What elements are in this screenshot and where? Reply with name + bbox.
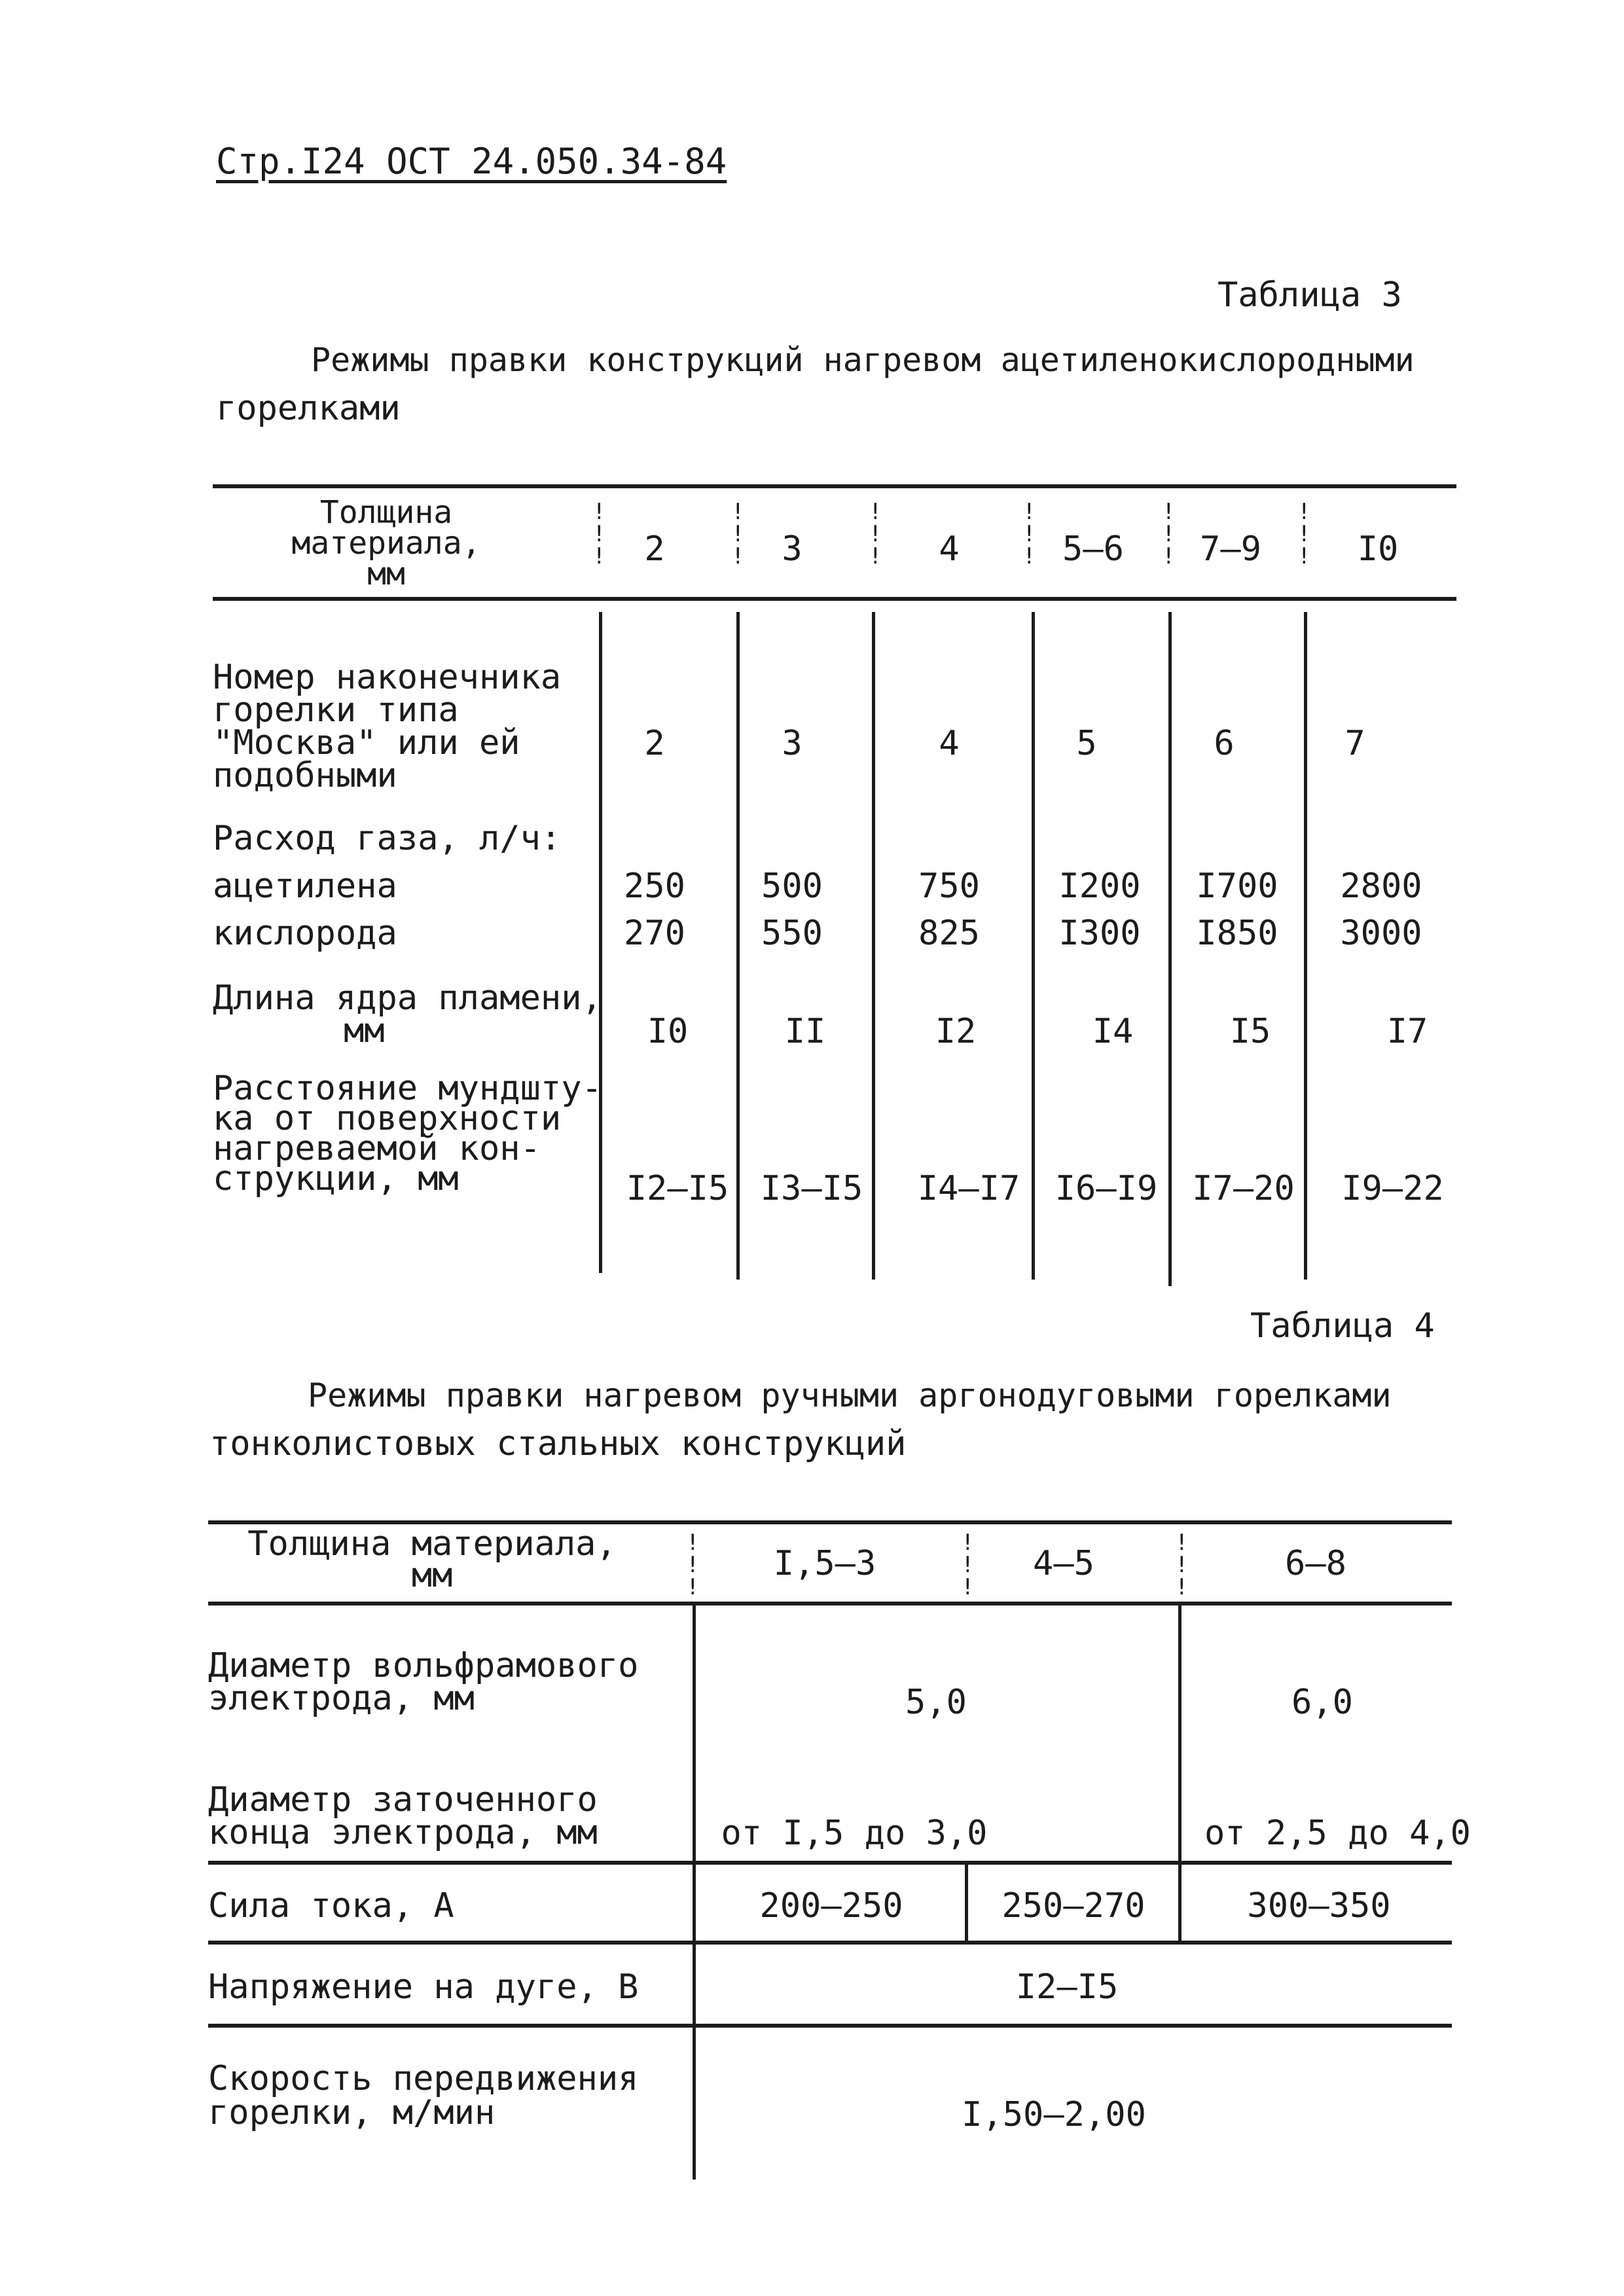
table4-header-label: Толщина материала, мм	[247, 1524, 617, 1595]
separator-mark: ! ! !	[1297, 499, 1311, 569]
table3-cell: I5	[1229, 1012, 1271, 1051]
separator-mark: ! ! !	[1162, 499, 1176, 569]
table3-col-header: 5–6	[1062, 529, 1124, 569]
table4-row-rule	[208, 1941, 1452, 1945]
table4-col-header: I,5–3	[773, 1544, 876, 1583]
table3-cell: I850	[1196, 914, 1278, 953]
table3-row-label-tip: Номер наконечника горелки типа "Москва" или ей подобными	[213, 658, 562, 795]
table3-cell: 500	[761, 867, 823, 906]
table3-label: Таблица 3	[1218, 276, 1402, 315]
table3-row-label-gas: Расход газа, л/ч:	[213, 819, 562, 858]
table4-column-line	[965, 1862, 968, 1944]
table4-col-header: 6–8	[1285, 1544, 1346, 1583]
table4-row-label-current: Сила тока, А	[208, 1886, 454, 1926]
table3-cell: 7	[1344, 724, 1365, 763]
table4-row-label-sharpened: Диаметр заточенного конца электрода, мм	[208, 1780, 598, 1852]
table3-title-line2: горелками	[216, 389, 401, 428]
table3-col-header: 2	[644, 529, 665, 569]
table3-col-header: I0	[1357, 529, 1399, 569]
table3-header-rule	[213, 597, 1456, 601]
table3-cell: 250	[624, 867, 685, 906]
table3-cell: 750	[918, 867, 980, 906]
table3-cell: 3000	[1340, 914, 1422, 953]
table3-cell: I200	[1058, 867, 1141, 906]
table4-title-line1: Режимы правки нагревом ручными аргонодуговыми горелками	[308, 1376, 1392, 1414]
table3-cell: 270	[624, 914, 685, 953]
table3-cell: 6	[1214, 724, 1235, 763]
table3-cell: 4	[939, 724, 960, 763]
table3-cell: I7–20	[1192, 1169, 1295, 1208]
table3-cell: I4	[1092, 1012, 1134, 1051]
table3-col-header: 3	[782, 529, 803, 569]
table3-cell: I2–I5	[626, 1169, 729, 1208]
separator-mark: ! ! !	[731, 499, 745, 569]
table4-cell: I,50–2,00	[962, 2095, 1146, 2134]
table3-column-line	[736, 612, 740, 1280]
separator-mark: ! ! !	[686, 1530, 700, 1600]
table4-title-line2: тонколистовых стальных конструкций	[209, 1424, 907, 1463]
table3-cell: I2	[935, 1012, 977, 1051]
page-reference: Стр.I24 ОСТ 24.050.34-84	[216, 141, 727, 182]
table4-row-rule	[208, 2024, 1452, 2028]
table3-cell: 550	[761, 914, 823, 953]
table3-cell: I700	[1196, 867, 1278, 906]
table3-cell: I300	[1058, 914, 1141, 953]
table3-cell: 2800	[1340, 867, 1422, 906]
table4-cell: 250–270	[1001, 1886, 1146, 1926]
table3-column-line	[872, 612, 875, 1280]
table4-cell: 300–350	[1247, 1886, 1391, 1926]
table3-cell: I3–I5	[760, 1169, 863, 1208]
table4-cell: 5,0	[905, 1683, 967, 1722]
table3-cell: I4–I7	[917, 1169, 1020, 1208]
table3-row-label-acetylene: ацетилена	[213, 867, 397, 906]
table3-cell: II	[784, 1012, 826, 1051]
table4-col-header: 4–5	[1033, 1544, 1094, 1583]
table4-row-label-voltage: Напряжение на дуге, В	[208, 1967, 639, 2007]
table3-col-header: 7–9	[1200, 529, 1261, 569]
table4-cell: от I,5 до 3,0	[721, 1814, 988, 1853]
table4-row-label-speed: Скорость передвижения горелки, м/мин	[208, 2059, 639, 2132]
separator-mark: ! ! !	[1175, 1530, 1189, 1600]
table3-cell: I6–I9	[1055, 1169, 1158, 1208]
separator-mark: ! ! !	[592, 499, 606, 569]
table4-cell: от 2,5 до 4,0	[1204, 1814, 1471, 1853]
table3-row-label-flame: Длина ядра пламени, мм	[213, 978, 602, 1050]
table3-cell: 5	[1076, 724, 1097, 763]
table3-cell: I9–22	[1341, 1169, 1444, 1208]
table4-cell: 6,0	[1291, 1683, 1353, 1722]
table3-row-label-oxygen: кислорода	[213, 914, 397, 953]
table3-cell: 2	[644, 724, 665, 763]
separator-mark: ! ! !	[1022, 499, 1036, 569]
table3-row-label-distance: Расстояние мундшту- ка от поверхности нагреваемой кон- струкции, мм	[213, 1069, 602, 1198]
table3-top-rule	[213, 484, 1456, 488]
table4-column-line	[1178, 1604, 1182, 1944]
separator-mark: ! ! !	[961, 1530, 975, 1600]
separator-mark: ! ! !	[869, 499, 882, 569]
table3-cell: I7	[1386, 1012, 1428, 1051]
table3-cell: 825	[918, 914, 980, 953]
table4-header-rule	[208, 1602, 1452, 1605]
table4-label: Таблица 4	[1250, 1306, 1435, 1346]
table3-header-label: Толщина материала, мм	[291, 494, 481, 593]
table4-row-label-tungsten: Диаметр вольфрамового электрода, мм	[208, 1646, 639, 1718]
table3-title-line1: Режимы правки конструкций нагревом ацетиленокислородными	[311, 341, 1415, 379]
table3-column-line	[1032, 612, 1035, 1280]
table4-cell: 200–250	[759, 1886, 903, 1926]
table4-column-line	[693, 1604, 696, 2179]
table3-cell: I0	[647, 1012, 689, 1051]
table3-cell: 3	[782, 724, 803, 763]
table3-column-line	[1168, 612, 1172, 1286]
table3-column-line	[1304, 612, 1307, 1280]
table4-row-rule	[208, 1861, 1452, 1865]
table4-cell: I2–I5	[1015, 1967, 1119, 2007]
table3-col-header: 4	[939, 529, 960, 569]
